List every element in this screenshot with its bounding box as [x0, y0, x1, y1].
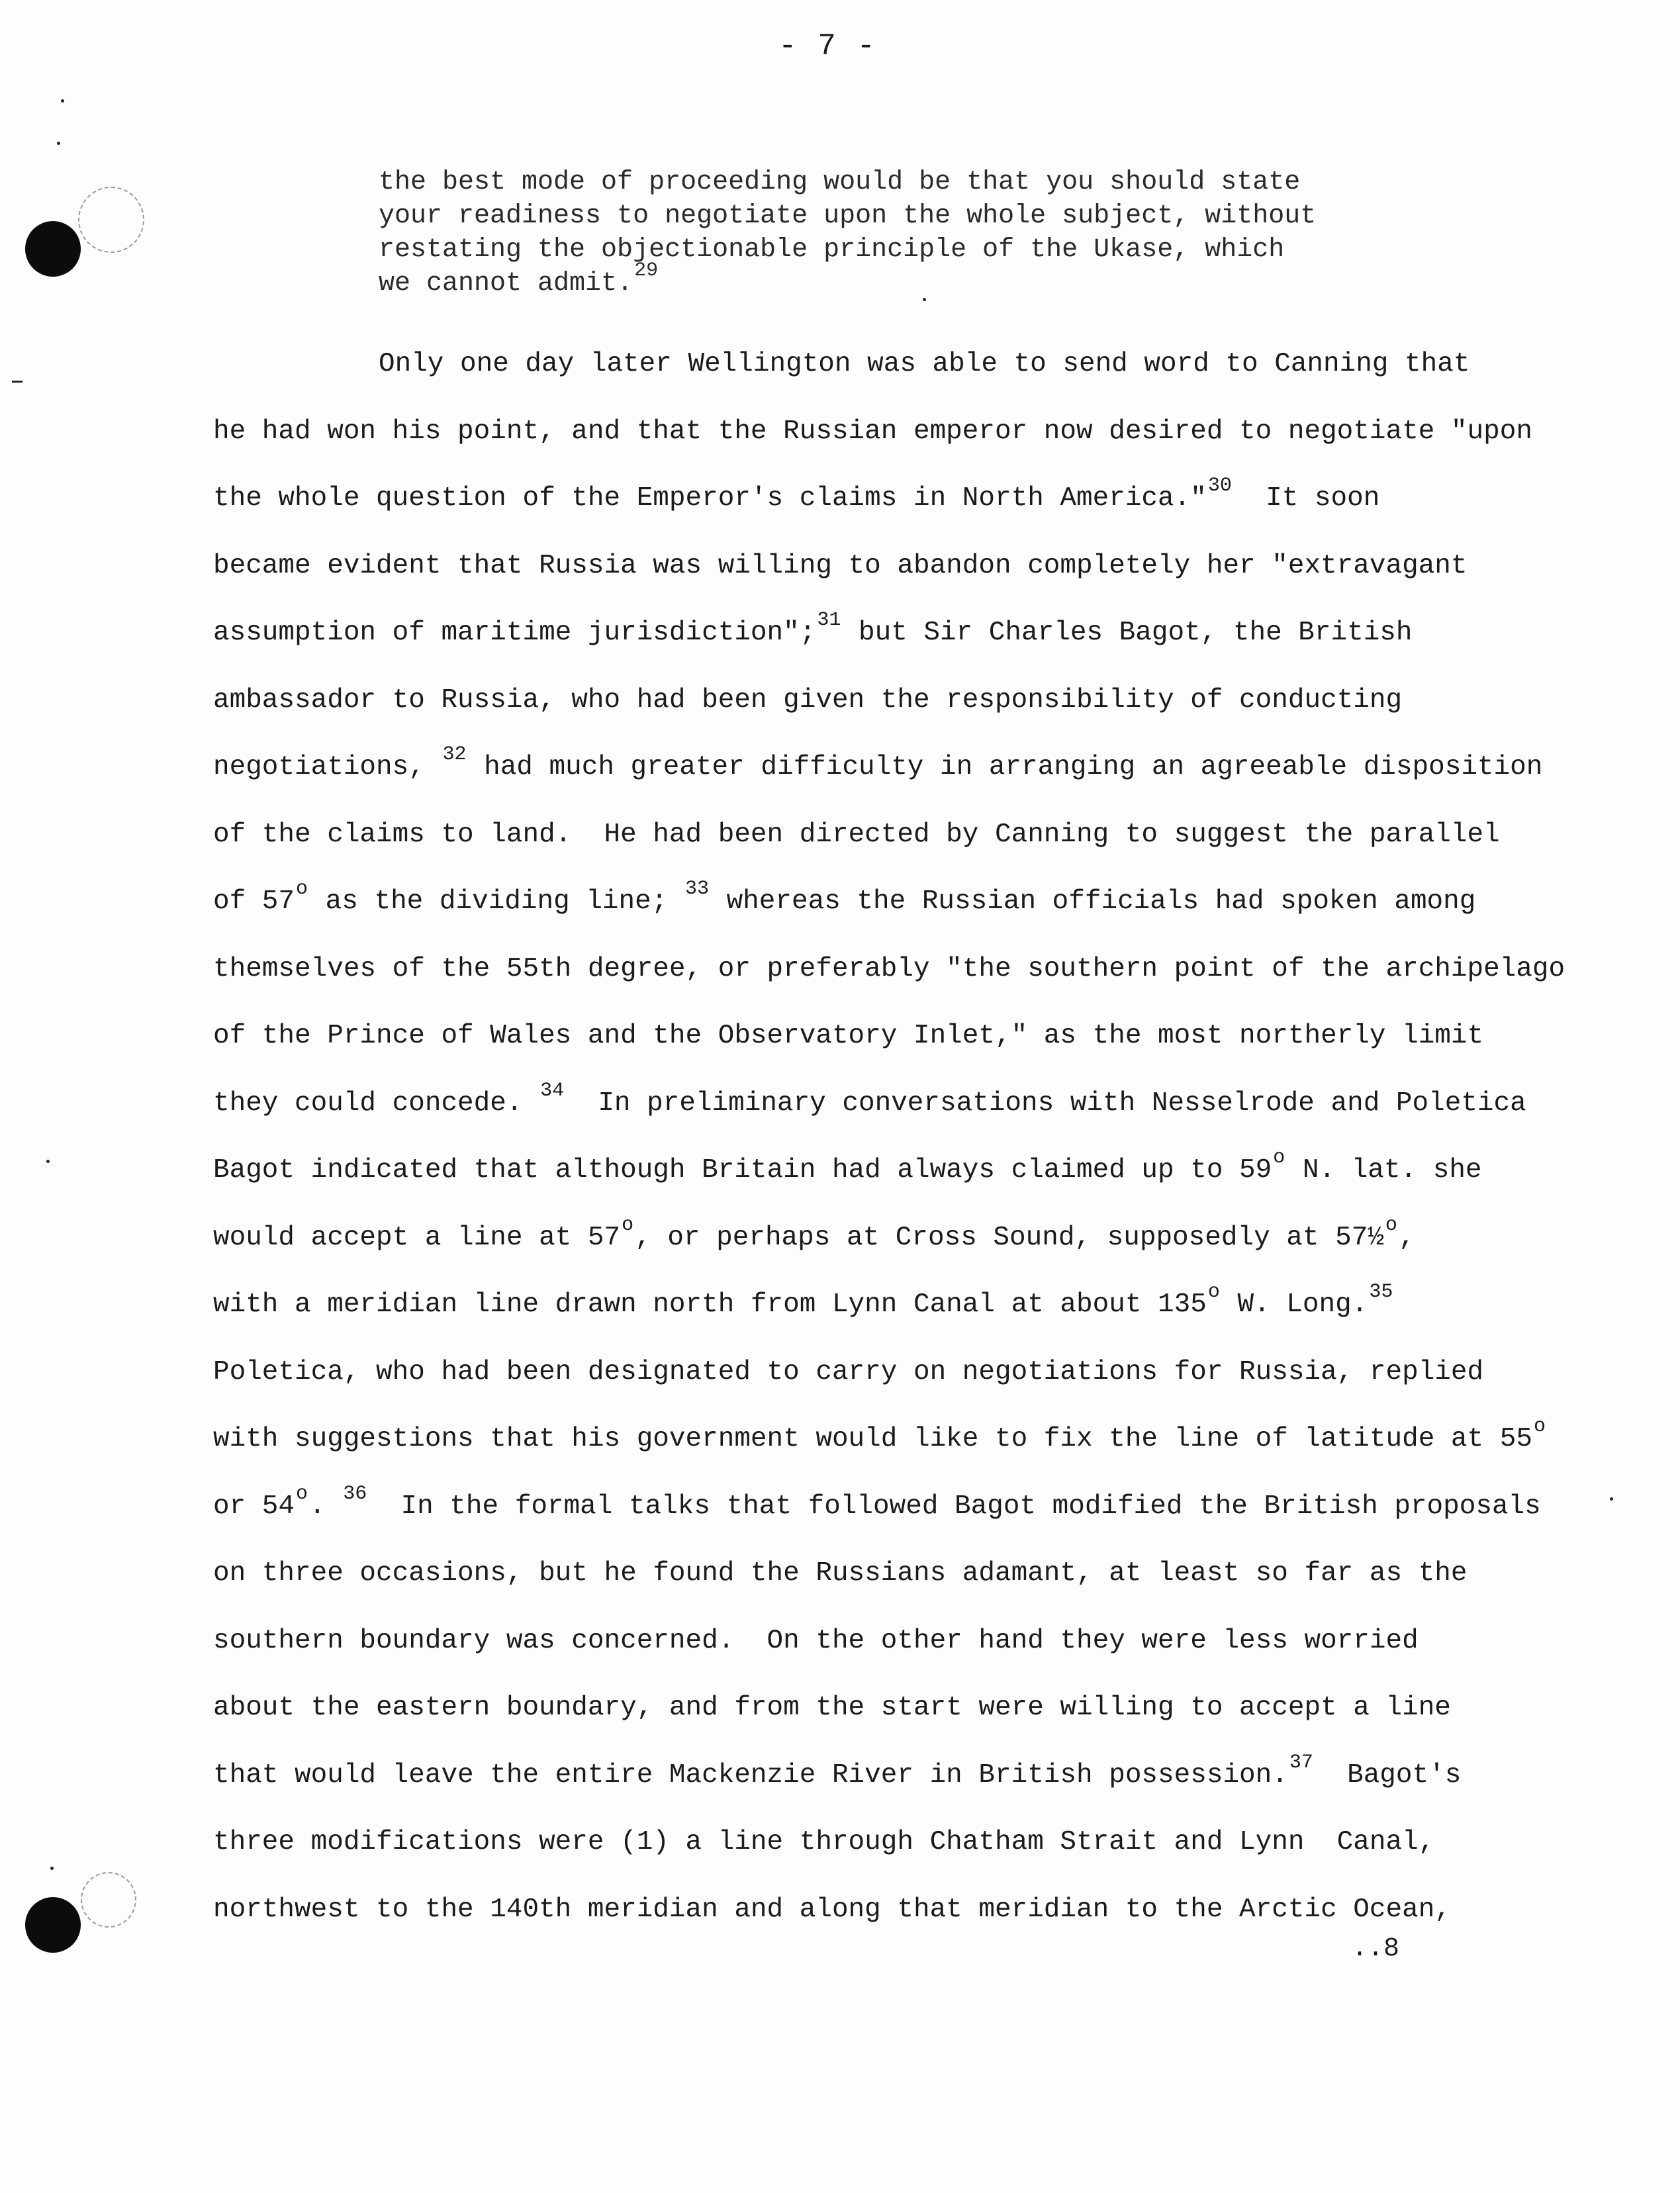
punch-hole-top	[25, 221, 81, 277]
degree-symbol: o	[296, 878, 308, 900]
body-text: whereas the Russian officials had spoken among	[710, 886, 1476, 917]
degree-symbol: o	[1207, 1281, 1220, 1303]
body-text: , or perhaps at Cross Sound, supposedly at 57½	[635, 1222, 1384, 1253]
scan-speck	[57, 142, 60, 145]
footnote-marker: 33	[684, 878, 709, 900]
body-line	[213, 1406, 1616, 1473]
quote-line	[379, 259, 1385, 301]
body-line	[213, 1473, 1616, 1541]
degree-symbol: o	[622, 1213, 634, 1236]
body-line: themselves of the 55th degree, or preferably "the southern point of the archipelago	[213, 953, 1565, 984]
body-text: Bagot's	[1314, 1759, 1462, 1791]
body-line	[213, 1205, 1616, 1272]
body-line	[213, 1272, 1616, 1339]
body-text: that would leave the entire Mackenzie River in British possession.	[213, 1759, 1288, 1791]
body-line: about the eastern boundary, and from the start were willing to accept a line	[213, 1693, 1451, 1723]
footnote-marker: 37	[1289, 1751, 1313, 1774]
quote-line: your readiness to negotiate upon the whole subject, without	[379, 201, 1317, 231]
quote-line: restating the objectionable principle of the Ukase, which	[379, 235, 1285, 265]
body-paragraph	[213, 331, 1616, 1943]
body-line	[213, 1742, 1616, 1810]
footnote-marker: 32	[442, 743, 467, 766]
body-text: of 57	[213, 886, 295, 917]
punch-hole-bottom	[25, 1897, 81, 1953]
footnote-marker: 36	[343, 1482, 367, 1505]
body-text: they could concede.	[213, 1088, 539, 1119]
body-text: as the dividing line;	[309, 886, 684, 917]
quote-line: the best mode of proceeding would be that you should state	[379, 167, 1301, 197]
body-text: .	[309, 1491, 342, 1522]
degree-symbol: o	[1385, 1213, 1397, 1236]
degree-symbol: o	[296, 1482, 308, 1505]
body-line: of the Prince of Wales and the Observatory Inlet," as the most northerly limit	[213, 1021, 1484, 1051]
body-text: with a meridian line drawn north from Lynn Canal at about 135	[213, 1289, 1207, 1320]
footnote-marker: 31	[817, 609, 841, 631]
body-line	[213, 734, 1616, 802]
body-text: but Sir Charles Bagot, the British	[842, 618, 1413, 648]
body-line	[213, 331, 1616, 398]
body-text: In preliminary conversations with Nesselrode and Poletica	[565, 1088, 1526, 1119]
body-line: southern boundary was concerned. On the other hand they were less worried	[213, 1625, 1419, 1656]
punch-hole-ring-bottom	[81, 1872, 136, 1928]
body-line: he had won his point, and that the Russian emperor now desired to negotiate "upon	[213, 416, 1532, 447]
body-line: of the claims to land. He had been directed by Canning to suggest the parallel	[213, 819, 1500, 850]
body-line: Poletica, who had been designated to carry on negotiations for Russia, replied	[213, 1356, 1484, 1387]
body-text: It soon	[1233, 483, 1380, 514]
body-text: assumption of maritime jurisdiction";	[213, 618, 816, 648]
body-line	[213, 1137, 1616, 1205]
scan-speck	[61, 99, 64, 103]
footnote-marker: 34	[540, 1079, 565, 1102]
footnote-marker: 30	[1207, 475, 1232, 497]
block-quotation	[379, 165, 1385, 301]
scan-speck	[46, 1160, 50, 1163]
body-text: In the formal talks that followed Bagot modified the British proposals	[368, 1491, 1541, 1522]
body-line: northwest to the 140th meridian and along that meridian to the Arctic Ocean,	[213, 1894, 1451, 1925]
body-text: ,	[1398, 1222, 1415, 1253]
body-line	[213, 465, 1616, 533]
body-line: became evident that Russia was willing to abandon completely her "extravagant	[213, 550, 1468, 581]
continuation-marker: ..8	[1352, 1934, 1400, 1964]
body-line: three modifications were (1) a line through Chatham Strait and Lynn Canal,	[213, 1827, 1435, 1857]
page-number: - 7 -	[778, 29, 877, 64]
body-text: Only one day later Wellington was able to send word to Canning that	[379, 349, 1470, 379]
body-text: negotiations,	[213, 752, 442, 782]
body-line: ambassador to Russia, who had been given the responsibility of conducting	[213, 684, 1403, 716]
degree-symbol: o	[1273, 1146, 1285, 1169]
body-line	[213, 600, 1616, 667]
footnote-marker: 29	[634, 259, 659, 282]
body-text: N. lat. she	[1286, 1155, 1482, 1186]
degree-symbol: o	[1533, 1415, 1546, 1438]
body-text: or 54	[213, 1491, 295, 1522]
scan-speck	[12, 381, 23, 383]
body-text: Bagot indicated that although Britain had always claimed up to 59	[213, 1155, 1272, 1186]
footnote-marker: 35	[1369, 1281, 1393, 1303]
body-text: W. Long.	[1221, 1289, 1368, 1320]
scan-speck	[50, 1867, 54, 1870]
body-text: had much greater difficulty in arranging an agreeable disposition	[467, 752, 1543, 782]
quote-text: we cannot admit.	[379, 269, 633, 299]
body-line	[213, 868, 1616, 936]
body-text: the whole question of the Emperor's claims in North America."	[213, 483, 1207, 514]
body-line: on three occasions, but he found the Russians adamant, at least so far as the	[213, 1558, 1468, 1589]
body-text: would accept a line at 57	[213, 1222, 621, 1253]
body-text: with suggestions that his government would like to fix the line of latitude at 55	[213, 1424, 1532, 1454]
punch-hole-ring-top	[78, 187, 144, 253]
body-line	[213, 1070, 1616, 1138]
